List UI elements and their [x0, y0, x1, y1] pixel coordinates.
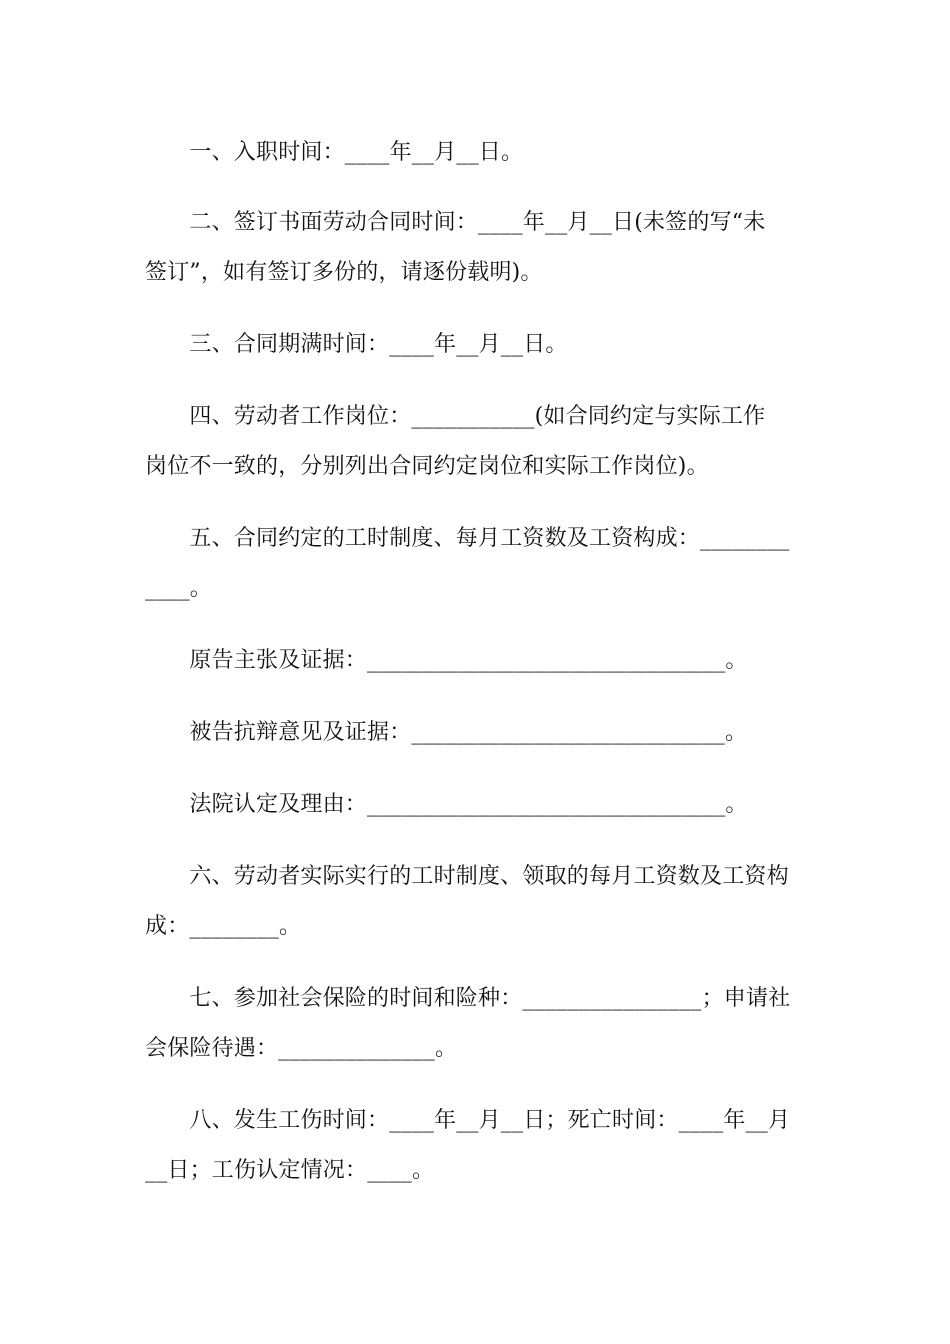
item-8-work-injury-cont: __日；工伤认定情况：____。: [145, 1158, 435, 1183]
item-4-job-position: 四、劳动者工作岗位：___________(如合同约定与实际工作: [145, 404, 766, 429]
item-1-entry-date: 一、入职时间：____年__月__日。: [145, 140, 524, 165]
item-2-contract-sign-date-cont: 签订”，如有签订多份的，请逐份载明)。: [145, 260, 543, 285]
item-2-contract-sign-date: 二、签订书面劳动合同时间：____年__月__日(未签的写“未: [145, 210, 766, 235]
item-5-agreed-hours-and-wages-cont: ____。: [145, 576, 213, 601]
item-7-social-insurance: 七、参加社会保险的时间和险种：________________；申请社: [145, 986, 791, 1011]
court-finding: 法院认定及理由：________________________________。: [145, 792, 748, 817]
item-3-contract-expiry-date: 三、合同期满时间：____年__月__日。: [145, 332, 568, 357]
item-5-agreed-hours-and-wages: 五、合同约定的工时制度、每月工资数及工资构成：________: [145, 526, 790, 551]
item-4-job-position-cont: 岗位不一致的，分别列出合同约定岗位和实际工作岗位)。: [145, 454, 709, 479]
item-8-work-injury: 八、发生工伤时间：____年__月__日；死亡时间：____年__月: [145, 1108, 791, 1133]
item-7-social-insurance-cont: 会保险待遇：______________。: [145, 1036, 458, 1061]
defendant-defense: 被告抗辩意见及证据：____________________________。: [145, 720, 748, 745]
item-6-actual-hours-and-wages-cont: 成：________。: [145, 914, 302, 939]
plaintiff-claims: 原告主张及证据：________________________________。: [145, 648, 748, 673]
item-6-actual-hours-and-wages: 六、劳动者实际实行的工时制度、领取的每月工资数及工资构: [145, 864, 789, 889]
